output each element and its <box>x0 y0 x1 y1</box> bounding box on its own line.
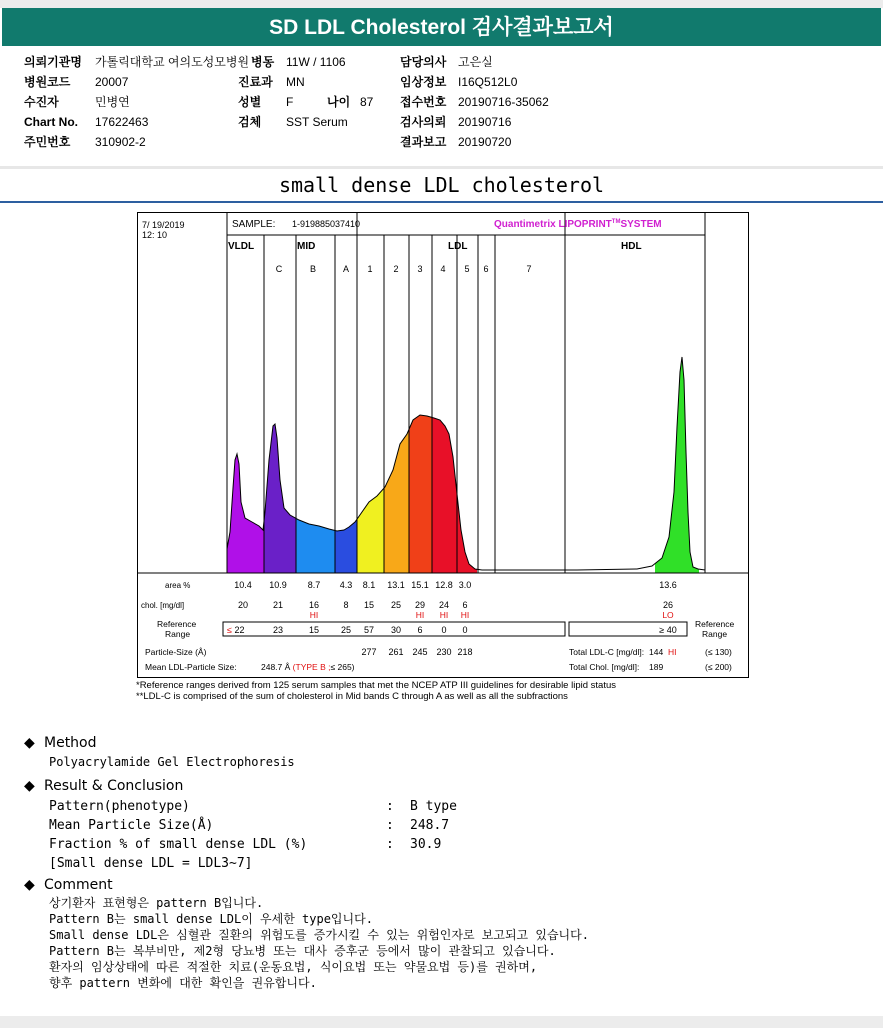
area-value: 13.6 <box>659 580 677 590</box>
reference-value: 57 <box>363 625 375 635</box>
hospital-code-label: 병원코드 <box>24 75 71 89</box>
institution-value: 가톨릭대학교 여의도성모병원 <box>95 55 250 69</box>
institution-label: 의뢰기관명 <box>24 55 82 69</box>
band-label-2: 2 <box>393 264 399 274</box>
chol-value: 6 <box>462 600 468 610</box>
clinical-info-label: 임상정보 <box>400 75 447 89</box>
area-value: 3.0 <box>458 580 472 590</box>
band-label-A: A <box>342 264 350 274</box>
chol-flag: HI <box>460 610 470 620</box>
row-label-mean: Mean LDL-Particle Size: <box>145 662 237 672</box>
total-ldl-ref: (≤ 130) <box>705 647 732 657</box>
group-ldl: LDL <box>448 241 468 252</box>
comment-line-1: 상기환자 표현형은 pattern B입니다. <box>49 896 264 910</box>
mean-ldl-size: 248.7 Å (TYPE B ;≤ 265) <box>261 662 355 672</box>
chol-value: 21 <box>272 600 284 610</box>
method-heading: ◆ Method <box>24 735 97 751</box>
request-date-label: 검사의뢰 <box>400 115 447 129</box>
sample-id: 1-919885037410 <box>292 219 361 229</box>
particle-size-value: 230 <box>436 647 452 657</box>
sex-value: F <box>286 95 294 109</box>
area-value: 15.1 <box>411 580 429 590</box>
chart-date: 7/ 19/2019 <box>142 220 185 230</box>
particle-size-value: 218 <box>457 647 473 657</box>
band-label-1: 1 <box>367 264 373 274</box>
lipoprint-chart <box>137 212 750 680</box>
chol-value: 8 <box>343 600 349 610</box>
chol-flag: HI <box>309 610 319 620</box>
band-label-6: 6 <box>483 264 489 274</box>
reference-label-right: Reference <box>695 619 735 629</box>
row-label-particle: Particle-Size (Å) <box>145 647 207 657</box>
request-date-value: 20190716 <box>458 115 512 129</box>
comment-heading: ◆ Comment <box>24 877 113 893</box>
chol-value: 16 <box>308 600 320 610</box>
sample-label: SAMPLE: <box>232 219 276 230</box>
comment-line-3: Small dense LDL은 심혈관 질환의 위험도를 증가시킬 수 있는 위험인자로 보고되고 있습니다. <box>49 928 589 942</box>
specimen-value: SST Serum <box>286 115 348 129</box>
band-label-C: C <box>275 264 283 274</box>
lipoprint-panel <box>137 212 750 680</box>
area-value: 10.4 <box>234 580 252 590</box>
group-mid: MID <box>297 241 316 252</box>
particle-size-value: 245 <box>412 647 428 657</box>
chart-footnotes <box>136 680 616 702</box>
reference-value: 0 <box>441 625 447 635</box>
top-strip <box>0 0 883 8</box>
section-title: small dense LDL cholesterol <box>278 173 605 197</box>
report-date-label: 결과보고 <box>400 135 447 149</box>
total-ldl-label: Total LDL-C [mg/dl]: <box>569 647 645 657</box>
total-chol-value: 189 <box>649 662 664 672</box>
bottom-strip <box>0 1016 883 1028</box>
area-value: 13.1 <box>387 580 405 590</box>
reference-value: 0 <box>462 625 468 635</box>
particle-size-value: 261 <box>388 647 404 657</box>
chart-no-label: Chart No. <box>24 115 78 129</box>
row-label-reference: Reference <box>157 619 197 629</box>
clinical-info-value: I16Q512L0 <box>458 75 518 89</box>
footnote-1: *Reference ranges derived from 125 serum samples that met the NCEP ATP III guidelines for desirable lipid status <box>136 680 616 691</box>
total-ldl-flag: HI <box>668 647 677 657</box>
range-label-right: Range <box>702 629 728 639</box>
department-label: 진료과 <box>238 75 273 89</box>
hospital-code-value: 20007 <box>95 75 129 89</box>
reference-value: 30 <box>390 625 402 635</box>
comment-line-6: 향후 pattern 변화에 대한 확인을 권유합니다. <box>49 976 317 990</box>
patient-label: 수진자 <box>24 95 59 109</box>
chol-flag: LO <box>662 610 674 620</box>
chart-no-value: 17622463 <box>95 115 149 129</box>
doctor-label: 담당의사 <box>400 55 447 69</box>
area-value: 8.1 <box>362 580 376 590</box>
reference-value: 15 <box>308 625 320 635</box>
diamond-bullet-icon: ◆ <box>24 778 35 794</box>
reference-value: 23 <box>272 625 284 635</box>
total-chol-label: Total Chol. [mg/dl]: <box>569 662 640 672</box>
report-date-value: 20190720 <box>458 135 512 149</box>
id-no-value: 310902-2 <box>95 135 146 149</box>
header-separator <box>0 166 883 169</box>
row-label-area: area % <box>165 581 191 590</box>
area-value: 4.3 <box>339 580 353 590</box>
band-label-5: 5 <box>464 264 470 274</box>
method-text: Polyacrylamide Gel Electrophoresis <box>49 755 295 769</box>
band-label-B: B <box>309 264 317 274</box>
chol-value: 15 <box>363 600 375 610</box>
row-label-range: Range <box>165 629 191 639</box>
system-name: Quantimetrix LIPOPRINT™SYSTEM <box>494 219 662 230</box>
reference-value: 25 <box>340 625 352 635</box>
chol-value: 24 <box>438 600 450 610</box>
group-vldl: VLDL <box>228 241 255 252</box>
result-value-1: B type <box>410 799 457 814</box>
reference-value: 6 <box>417 625 423 635</box>
comment-line-5: 환자의 임상상태에 따른 적절한 치료(운동요법, 식이요법 또는 약물요법 등)를 권하며, <box>49 960 538 974</box>
result-colon-3: : <box>386 837 394 852</box>
result-label-1: Pattern(phenotype) <box>49 799 190 814</box>
band-label-4: 4 <box>440 264 446 274</box>
result-label-3: Fraction % of small dense LDL (%) <box>49 837 308 852</box>
sex-label: 성별 <box>238 95 262 109</box>
patient-value: 민병연 <box>95 95 130 109</box>
group-hdl: HDL <box>621 241 642 252</box>
total-chol-ref: (≤ 200) <box>705 662 732 672</box>
section-underline <box>0 201 883 203</box>
reference-value: ≤ 22 <box>227 625 245 635</box>
chart-time: 12: 10 <box>142 230 168 240</box>
department-value: MN <box>286 75 305 89</box>
doctor-value: 고은실 <box>458 55 493 69</box>
comment-line-2: Pattern B는 small dense LDL이 우세한 type입니다. <box>49 912 373 926</box>
result-note: [Small dense LDL = LDL3~7] <box>49 856 253 871</box>
ldl3-band-fill <box>409 415 432 573</box>
result-colon-1: : <box>386 799 394 814</box>
specimen-label: 검체 <box>238 115 262 129</box>
patient-header <box>0 48 883 166</box>
report-title: SD LDL Cholesterol 검사결과보고서 <box>2 8 881 46</box>
band-label-7: 7 <box>526 264 532 274</box>
receipt-no-label: 접수번호 <box>400 95 447 109</box>
particle-size-value: 277 <box>361 647 377 657</box>
diamond-bullet-icon: ◆ <box>24 877 35 893</box>
chol-flag: HI <box>415 610 425 620</box>
total-ldl-value: 144 <box>649 647 664 657</box>
area-value: 10.9 <box>269 580 287 590</box>
result-label-2: Mean Particle Size(Å) <box>49 818 214 833</box>
row-label-chol: chol. [mg/dl] <box>141 601 185 610</box>
ward-value: 11W / 1106 <box>286 55 346 69</box>
result-colon-2: : <box>386 818 394 833</box>
footnote-2: **LDL-C is comprised of the sum of cholesterol in Mid bands C through A as well as all the subfractions <box>136 691 568 702</box>
chol-value: 20 <box>237 600 249 610</box>
result-heading: ◆ Result & Conclusion <box>24 778 184 794</box>
age-value: 87 <box>360 95 374 109</box>
ward-label: 병동 <box>251 55 275 69</box>
diamond-bullet-icon: ◆ <box>24 735 35 751</box>
result-value-2: 248.7 <box>410 818 450 833</box>
id-no-label: 주민번호 <box>24 135 71 149</box>
chol-value: 26 <box>662 600 674 610</box>
area-value: 12.8 <box>435 580 453 590</box>
receipt-no-value: 20190716-35062 <box>458 95 549 109</box>
chol-flag: HI <box>439 610 449 620</box>
result-value-3: 30.9 <box>410 837 442 852</box>
comment-line-4: Pattern B는 복부비만, 제2형 당뇨병 또는 대사 증후군 등에서 많이 관찰되고 있습니다. <box>49 944 556 958</box>
chol-value: 29 <box>414 600 426 610</box>
age-label: 나이 <box>327 95 351 109</box>
area-value: 8.7 <box>307 580 321 590</box>
chol-value: 25 <box>390 600 402 610</box>
band-label-3: 3 <box>417 264 423 274</box>
reference-value: ≥ 40 <box>659 625 677 635</box>
